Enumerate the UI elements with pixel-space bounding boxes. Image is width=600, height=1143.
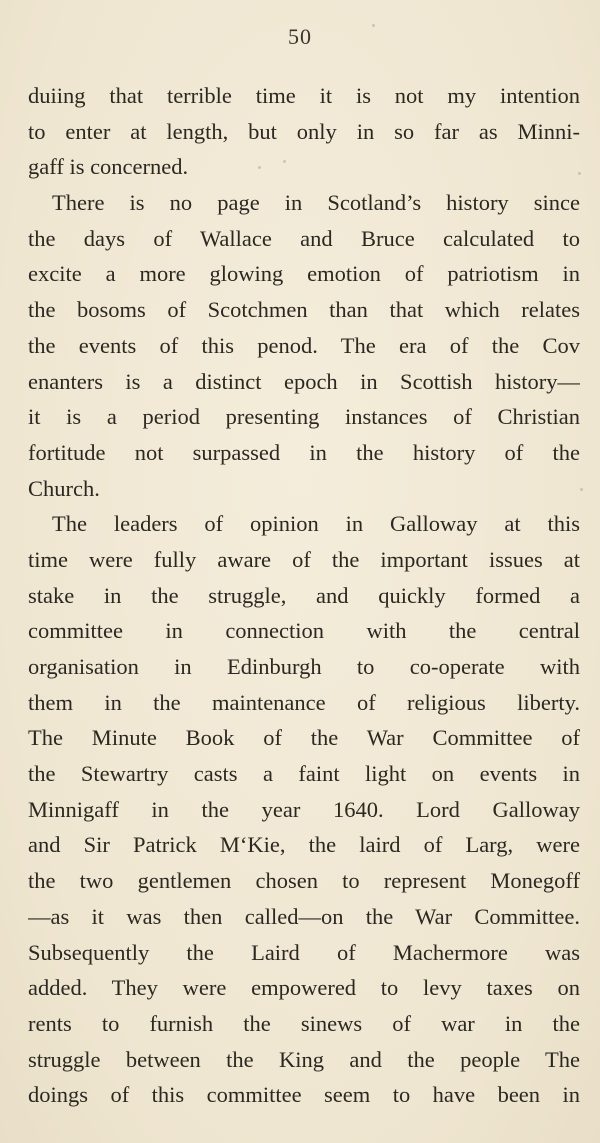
text-line: and Sir Patrick M‘Kie, the laird of Larg, were	[28, 832, 580, 858]
text-line: The Minute Book of the War Committee of	[28, 725, 580, 751]
paper-speck	[283, 160, 286, 163]
paper-speck	[258, 166, 261, 169]
text-line: the two gentlemen chosen to represent Monegoff	[28, 868, 580, 894]
text-line: There is no page in Scotland’s history since	[52, 190, 580, 216]
text-line: the bosoms of Scotchmen than that which relates	[28, 297, 580, 323]
text-line: them in the maintenance of religious liberty.	[28, 689, 580, 715]
text-line: stake in the struggle, and quickly formed a	[28, 582, 580, 608]
page-number: 50	[288, 24, 312, 49]
text-line: Minnigaff in the year 1640. Lord Galloway	[28, 796, 580, 822]
text-line: doings of this committee seem to have been in	[28, 1082, 580, 1108]
text-line: duiing that terrible time it is not my intention	[28, 83, 580, 108]
text-line: the days of Wallace and Bruce calculated to	[28, 225, 580, 251]
paper-speck	[578, 172, 581, 175]
text-line: gaff is concerned.	[28, 154, 189, 180]
text-line: excite a more glowing emotion of patriotism in	[28, 261, 580, 287]
text-line: time were fully aware of the important issues at	[28, 546, 580, 572]
text-line: added. They were empowered to levy taxes on	[28, 975, 580, 1001]
text-line: the Stewartry casts a faint light on events in	[28, 761, 580, 787]
text-line: Subsequently the Laird of Machermore was	[28, 939, 580, 965]
paper-speck	[372, 24, 375, 27]
text-line: struggle between the King and the people The	[28, 1046, 580, 1072]
text-line: the events of this penod. The era of the Cov	[28, 332, 580, 358]
text-line: enanters is a distinct epoch in Scottish history—	[28, 368, 580, 394]
text-line: to enter at length, but only in so far as Minni-	[28, 118, 580, 144]
text-line: fortitude not surpassed in the history of the	[28, 439, 580, 465]
text-line: committee in connection with the central	[28, 618, 580, 644]
text-line: Church.	[28, 475, 100, 501]
body-text	[28, 78, 580, 1113]
text-line: —as it was then called—on the War Committee.	[28, 903, 580, 929]
text-line: it is a period presenting instances of Christian	[28, 404, 580, 430]
paper-speck	[580, 488, 583, 491]
text-line: The leaders of opinion in Galloway at this	[52, 511, 580, 537]
text-line: rents to furnish the sinews of war in the	[28, 1010, 580, 1036]
text-line: organisation in Edinburgh to co-operate with	[28, 654, 580, 679]
